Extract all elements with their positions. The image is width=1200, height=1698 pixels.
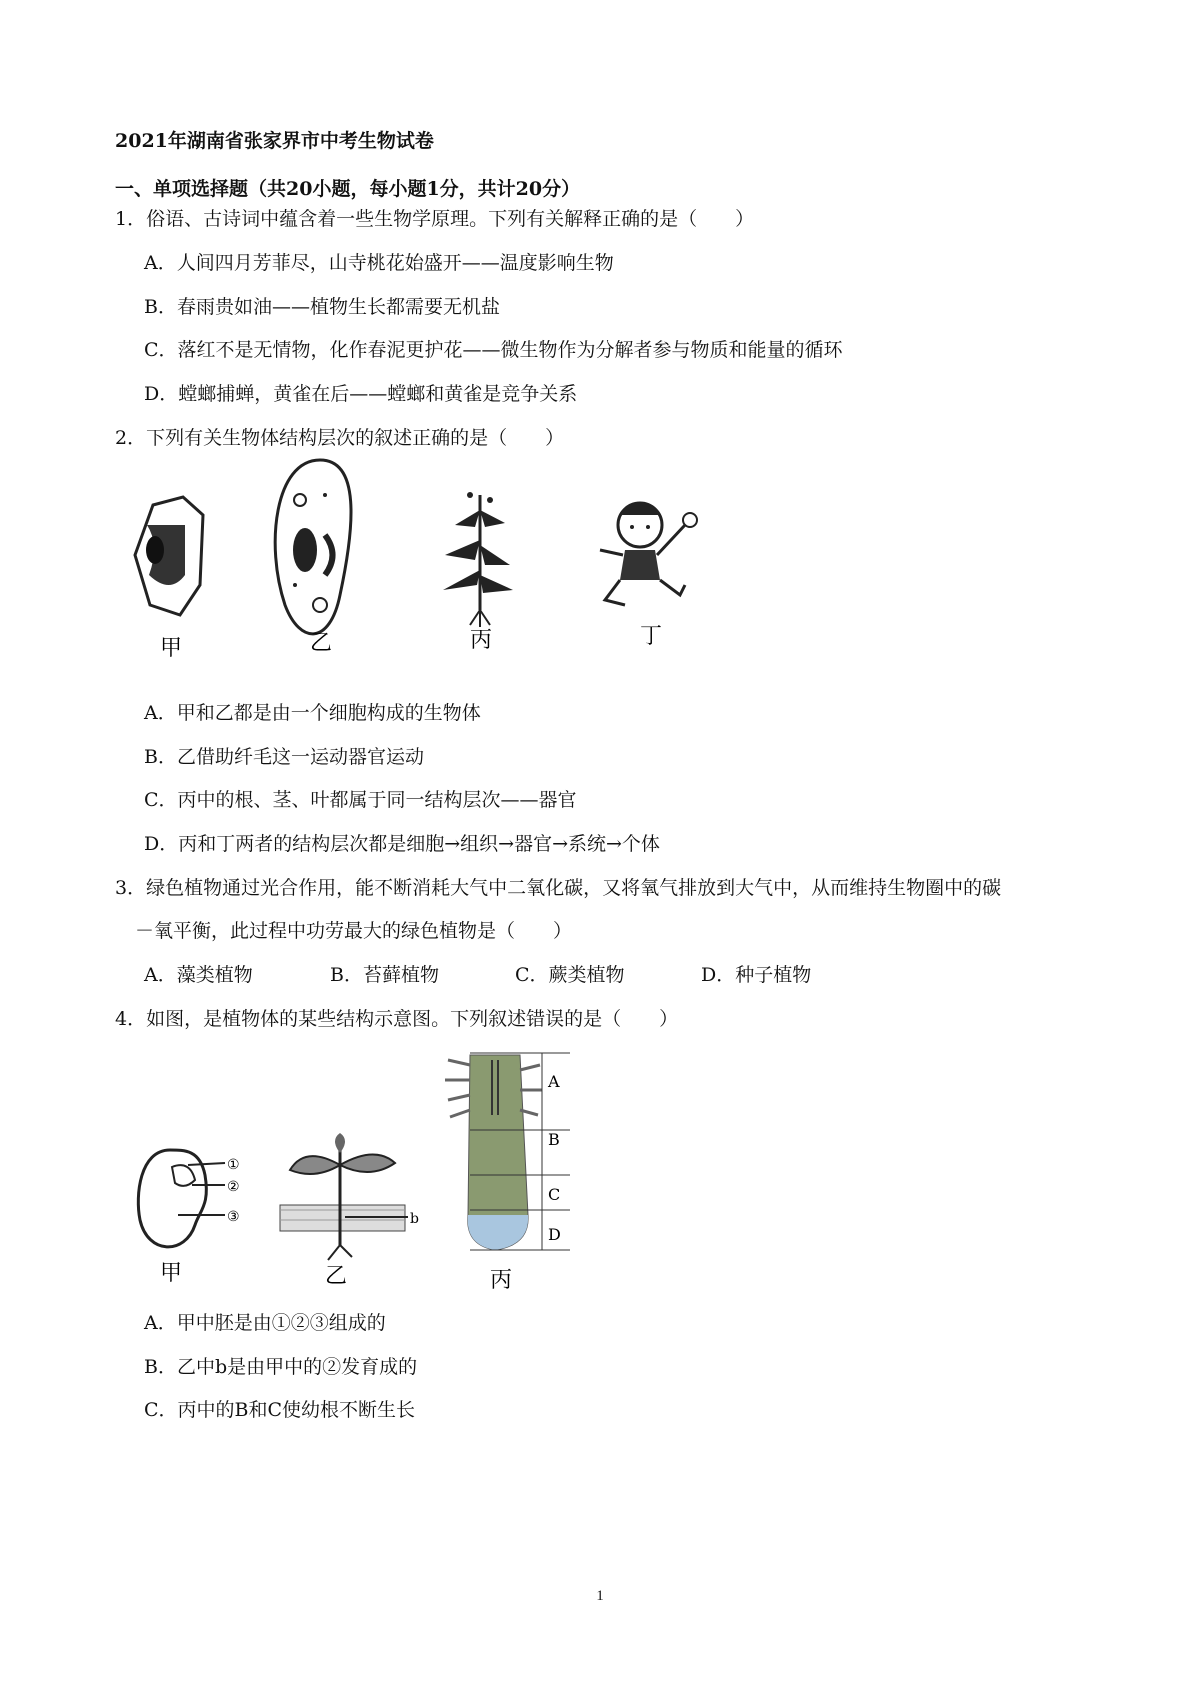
figure-label-bing: 丙 xyxy=(470,628,493,653)
figure-label-ding: 丁 xyxy=(640,624,663,649)
page-number: 1 xyxy=(596,1588,604,1604)
question-4-option-b: B．乙中b是由甲中的②发育成的 xyxy=(144,1356,418,1378)
question-4-option-c: C．丙中的B和C使幼根不断生长 xyxy=(144,1399,416,1421)
question-3-option-a: A．藻类植物 xyxy=(144,964,253,986)
question-2-option-d: D．丙和丁两者的结构层次都是细胞→组织→器官→系统→个体 xyxy=(144,833,660,855)
question-3-option-d: D．种子植物 xyxy=(701,964,812,986)
root-region-a: A xyxy=(548,1072,560,1091)
root-region-d: D xyxy=(548,1225,561,1244)
question-1-stem: 1．俗语、古诗词中蕴含着一些生物学原理。下列有关解释正确的是（ ） xyxy=(115,208,755,230)
question-3-option-b: B．苔藓植物 xyxy=(330,964,439,986)
seedling-mark-b: b xyxy=(410,1211,419,1227)
figure4-label-jia: 甲 xyxy=(160,1261,183,1286)
question-2-stem: 2．下列有关生物体结构层次的叙述正确的是（ ） xyxy=(115,427,565,449)
question-1-option-d: D．螳螂捕蝉，黄雀在后——螳螂和黄雀是竞争关系 xyxy=(144,383,578,405)
page-title: 2021年湖南省张家界市中考生物试卷 xyxy=(115,130,434,152)
seed-mark-2: ② xyxy=(227,1179,240,1195)
figure-label-jia: 甲 xyxy=(160,636,183,661)
question-1-option-c: C．落红不是无情物，化作春泥更护花——微生物作为分解者参与物质和能量的循环 xyxy=(144,339,843,361)
question-2-figure xyxy=(125,455,745,670)
paramecium-drawing xyxy=(275,460,351,634)
root-region-b: B xyxy=(548,1130,560,1149)
question-2-option-b: B．乙借助纤毛这一运动器官运动 xyxy=(144,746,424,768)
seedling-drawing xyxy=(280,1133,419,1260)
question-4-figure xyxy=(130,1045,600,1295)
question-3-option-c: C．蕨类植物 xyxy=(515,964,625,986)
figure4-label-yi: 乙 xyxy=(325,1264,348,1289)
plant-cell-drawing xyxy=(135,497,203,615)
question-4-stem: 4．如图，是植物体的某些结构示意图。下列叙述错误的是（ ） xyxy=(115,1008,679,1030)
figure4-label-bing: 丙 xyxy=(490,1268,513,1293)
question-3-stem: 3．绿色植物通过光合作用，能不断消耗大气中二氧化碳，又将氧气排放到大气中，从而维持生物圈中的碳 xyxy=(115,877,1002,899)
question-3-options xyxy=(144,960,844,986)
question-3-stem-continued: －氧平衡，此过程中功劳最大的绿色植物是（ ） xyxy=(135,920,573,942)
question-2-option-a: A．甲和乙都是由一个细胞构成的生物体 xyxy=(144,702,481,724)
question-4-option-a: A．甲中胚是由①②③组成的 xyxy=(144,1312,386,1334)
bean-seed-drawing xyxy=(138,1150,239,1247)
root-region-c: C xyxy=(548,1185,561,1204)
plant-drawing xyxy=(443,492,513,627)
child-drawing xyxy=(600,503,697,606)
question-1-option-a: A．人间四月芳菲尽，山寺桃花始盛开——温度影响生物 xyxy=(144,252,614,274)
question-1-option-b: B．春雨贵如油——植物生长都需要无机盐 xyxy=(144,296,500,318)
seed-mark-1: ① xyxy=(227,1157,240,1173)
root-tip-drawing xyxy=(445,1053,570,1250)
section-heading: 一、单项选择题（共20小题，每小题1分，共计20分） xyxy=(115,178,581,200)
question-2-option-c: C．丙中的根、茎、叶都属于同一结构层次——器官 xyxy=(144,789,577,811)
figure-label-yi: 乙 xyxy=(310,631,333,656)
seed-mark-3: ③ xyxy=(227,1209,240,1225)
